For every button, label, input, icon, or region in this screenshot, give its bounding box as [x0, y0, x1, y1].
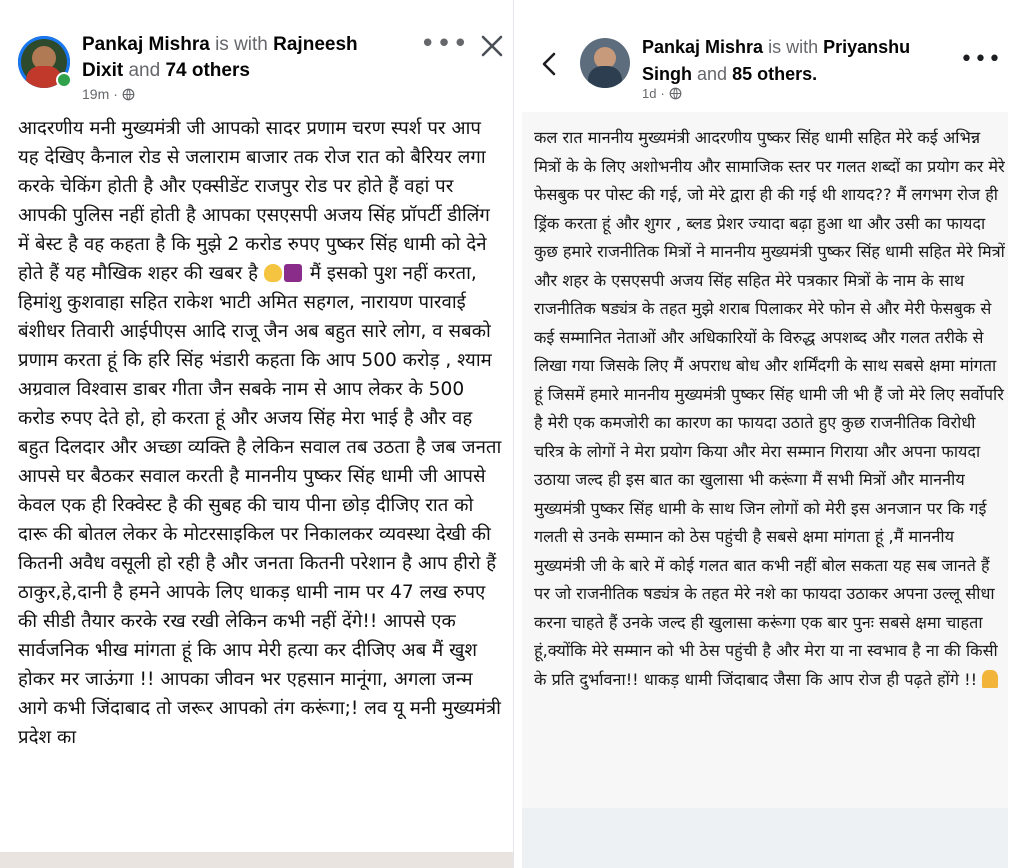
post-time[interactable]: 19m [82, 86, 110, 102]
next-post-image-strip [0, 852, 514, 868]
post-meta [642, 86, 682, 101]
and-text: and [697, 64, 728, 84]
post-meta [82, 86, 135, 102]
chevron-left-icon[interactable] [538, 50, 562, 78]
globe-icon [122, 88, 135, 101]
folded-hands-emoji-icon [982, 670, 998, 688]
post-body-part-1: आदरणीय मनी मुख्यमंत्री जी आपको सादर प्रणाम चरण स्पर्श पर आप यह देखिए कैनाल रोड से जलाराम बाजार तक रोज रात को बैरियर लगा करके चेकिंग होती है और एक्सीडेंट राजपुर रोड पर होते हैं वहां पर आपकी पुलिस नहीं होती है आपका एसएसपी अजय सिंह प्रॉपर्टी डीलिंग में बेस्ट है वह कहता है कि मुझे 2 करोड रुपए पुष्कर सिंह धामी को देने होते हैं यह मौखिक शहर की खबर है [18, 118, 490, 284]
others-link[interactable]: 85 others. [732, 64, 818, 84]
with-text: is with [768, 37, 819, 57]
post-body: कल रात माननीय मुख्यमंत्री आदरणीय पुष्कर सिंह धामी सहित मेरे कई अभिन्न मित्रों के के लिए अशोभनीय और सामाजिक स्तर पर गलत शब्दों का प्रयोग कर मेरे फेसबुक पर पोस्ट की गई, जो मेरे द्वारा ही की गई थी शायद?? मैं लगभग रोज ही ड्रिंक करता हूं और शुगर , ब्लड प्रेशर ज्यादा बढ़ा हुआ था और उसी का फायदा कुछ हमारे राजनीतिक मित्रों ने माननीय मुख्यमंत्री पुष्कर सिंह धामी सहित मेरे मित्रों और शहर के एसएसपी अजय सिंह सहित मेरे पत्रकार मित्रों के नाम के साथ राजनीतिक षड्यंत्र के तहत मुझे शराब पिलाकर मेरे फोन से और मेरी फेसबुक से कई सम्मानित नेताओं और अधिकारियों के विरुद्ध अपशब्द और गलत तरीके से लिखा गया जिसके लिए मैं अपराध बोध और शर्मिंदगी के साथ सबसे क्षमा मांगता हूं जिसमें हमारे माननीय मुख्यमंत्री पुष्कर सिंह धामी जी भी हैं जो मेरे लिए सर्वोपरि है मेरी एक कमजोरी का कारण का फायदा उठाते हुए कुछ राजनीतिक विरोधी चरित्र के लोगों ने मेरा प्रयोग किया और मेरा सम्मान गिराया और अपना फायदा उठाया जल्द ही इस बात का खुलासा भी करूंगा मैं सभी मित्रों और माननीय मुख्यमंत्री पुष्कर सिंह धामी के साथ जिन लोगों को मेरी इस अनजान पर कि गई गलती से उनके सम्मान को ठेस पहुंची है सबसे क्षमा मांगता हूं ,मैं माननीय मुख्यमंत्री जी के बारे में कोई गलत बात कभी नहीं बोल सकता यह सब जानते हैं पर जो राजनीतिक षड्यंत्र के तहत मेरे नशे का फायदा उठाकर अपना उल्लू सीधा करना चाहते हैं उनके जल्द ही खुलासा करूंगा एक बार पुनः सबसे क्षमा चाहता हूं,क्योंकि मेरे सम्मान को भी ठेस पहुंची है और मेरा या ना स्वभाव है ना की किसी के प्रति दुर्भावना!! धाकड़ धामी जिंदाबाद जैसा कि आप रोज ही पढ़ते होंगे !! [534, 128, 1005, 689]
post-time[interactable]: 1d [642, 86, 657, 101]
online-status-icon [56, 72, 72, 88]
left-post-header [0, 0, 514, 110]
and-text: and [128, 60, 161, 81]
author-name[interactable]: Pankaj Mishra [642, 37, 764, 57]
post-author-line [642, 34, 942, 88]
next-post-preview [522, 808, 1008, 868]
meta-separator: · [660, 86, 665, 101]
globe-icon [669, 87, 682, 100]
more-options-icon[interactable]: ••• [960, 47, 1002, 72]
others-link[interactable]: 74 others [165, 60, 250, 81]
author-name[interactable]: Pankaj Mishra [82, 34, 210, 55]
author-avatar[interactable] [580, 38, 630, 88]
post-body-part-2: मैं इसको पुश नहीं करता, हिमांशु कुशवाहा सहित राकेश भाटी अमित सहगल, नारायण पारवाई बंशीधर तिवारी आईपीएस आदि राजू जैन अब बहुत सारे लोग, व सबको प्रणाम करता हूं कि हरि सिंह भंडारी कहता कि आप 500 करोड़ , श्याम अग्रवाल विश्वास डाबर गीता जैन सबके नाम से आप लेकर के 500 करोड रुपए देते हो, हो करता हूं और अजय सिंह मेरा भाई है और वह बहुत दिलदार और अच्छा व्यक्ति है लेकिन सवाल तब उठता है जब जनता आपसे घर बैठकर सवाल करती है माननीय पुष्कर सिंह धामी जी आपसे केवल एक ही रिक्वेस्ट है की सुबह की चाय पीना छोड़ दीजिए रात को दारू की बोतल लेकर के मोटरसाइकिल पर निकालकर व्यवस्था देखी की कितनी अवैध वसूली हो रही है और जनता कितनी परेशान है आप हीरो हैं ठाकुर,हे,दानी है हमने आपके लिए धाकड़ धामी नाम पर 47 लख रुपए की सीडी तैयार करके रख रखी लेकिन कभी नहीं देंगे!! आपसे एक सार्वजनिक भीख मांगता हूं कि आप मेरी हत्या कर दीजिए अब मैं खुश होकर मर जाऊंगा !! आपका जीवन भर एहसान मानूंगा, अगला जन्म आगे कभी जिंदाबाद तो जरूर आपको तंग करूंगा;! लव यू मनी मुख्यमंत्री प्रदेश का [18, 263, 502, 748]
left-post-body [18, 114, 504, 752]
meta-separator: · [113, 86, 118, 102]
more-options-icon[interactable]: ••• [420, 29, 470, 59]
tagged-person[interactable]: Priyanshu Singh [642, 37, 911, 84]
with-text: is with [215, 34, 268, 55]
avatar-shirt [588, 66, 622, 88]
post-author-line [82, 32, 402, 84]
ok-hand-emoji-icon [264, 264, 282, 282]
dress-emoji-icon [284, 264, 302, 282]
right-post-body [534, 124, 1008, 694]
close-icon[interactable] [478, 32, 506, 60]
tagged-person[interactable]: Rajneesh Dixit [82, 34, 358, 81]
